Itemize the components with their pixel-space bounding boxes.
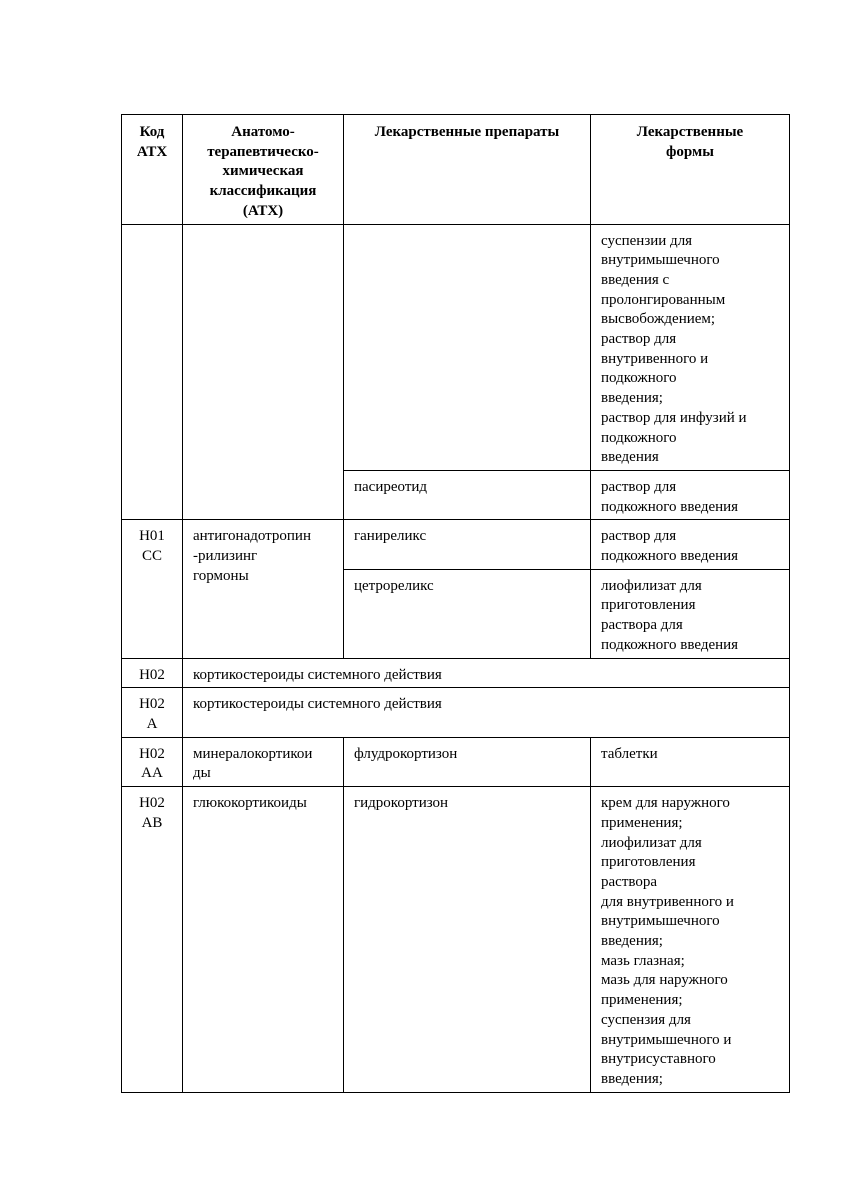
dosage-form-line: применения; bbox=[601, 992, 683, 1009]
table-row bbox=[122, 658, 790, 688]
drug-name-cell bbox=[344, 224, 591, 470]
table-row bbox=[122, 737, 790, 786]
dosage-forms-cell bbox=[591, 787, 790, 1093]
drug-name-cell: цетрореликс bbox=[344, 569, 591, 658]
dosage-forms-cell bbox=[591, 569, 790, 658]
dosage-form-line: подкожного введения bbox=[601, 636, 739, 653]
dosage-form-line: подкожного введения bbox=[601, 498, 739, 515]
dosage-form-line: таблетки bbox=[601, 745, 658, 762]
atc-code-cell bbox=[122, 224, 183, 520]
dosage-form-line: применения; bbox=[601, 814, 683, 831]
dosage-forms-cell bbox=[591, 470, 790, 519]
classification-cell: минералокортикои ды bbox=[183, 737, 344, 786]
atc-code-cell: H02 bbox=[122, 658, 183, 688]
dosage-form-line: крем для наружного bbox=[601, 795, 730, 812]
dosage-form-line: раствор для bbox=[601, 528, 677, 545]
dosage-form-line: приготовления bbox=[601, 597, 696, 614]
dosage-form-line: раствор для инфузий и bbox=[601, 409, 747, 426]
dosage-forms-cell bbox=[591, 520, 790, 569]
dosage-form-line: приготовления bbox=[601, 854, 696, 871]
dosage-form-line: суспензии для bbox=[601, 232, 693, 249]
header-atc-code: Код АТХ bbox=[122, 115, 183, 225]
atc-code-cell: H02 A bbox=[122, 688, 183, 737]
dosage-form-line: внутрисуставного bbox=[601, 1051, 716, 1068]
drug-name-cell: флудрокортизон bbox=[344, 737, 591, 786]
table-row bbox=[122, 520, 790, 569]
atc-code-cell: H02 AA bbox=[122, 737, 183, 786]
group-title-cell: кортикостероиды системного действия bbox=[183, 658, 790, 688]
classification-cell: антигонадотропин -рилизинг гормоны bbox=[183, 520, 344, 658]
dosage-form-line: введения; bbox=[601, 1070, 663, 1087]
atc-code-cell: H01 CC bbox=[122, 520, 183, 658]
drug-name-cell: ганиреликс bbox=[344, 520, 591, 569]
dosage-form-line: введения; bbox=[601, 390, 663, 407]
group-title-cell: кортикостероиды системного действия bbox=[183, 688, 790, 737]
table-row bbox=[122, 787, 790, 1093]
atc-code-cell: H02 AB bbox=[122, 787, 183, 1093]
dosage-form-line: введения с bbox=[601, 271, 670, 288]
dosage-form-line: раствора bbox=[601, 873, 658, 890]
dosage-forms-cell bbox=[591, 224, 790, 470]
header-dosage-forms: Лекарственные формы bbox=[591, 115, 790, 225]
drug-name-cell: пасиреотид bbox=[344, 470, 591, 519]
table-header-row bbox=[122, 115, 790, 225]
classification-cell bbox=[183, 224, 344, 520]
dosage-form-line: подкожного bbox=[601, 429, 677, 446]
dosage-form-line: высвобождением; bbox=[601, 311, 716, 328]
classification-cell: глюкокортикоиды bbox=[183, 787, 344, 1093]
dosage-form-line: подкожного bbox=[601, 370, 677, 387]
header-atc-classification: Анатомо- терапевтическо- химическая классификация (АТХ) bbox=[183, 115, 344, 225]
dosage-form-line: введения; bbox=[601, 933, 663, 950]
dosage-form-line: внутримышечного bbox=[601, 913, 720, 930]
dosage-form-line: раствор для bbox=[601, 478, 677, 495]
table-row bbox=[122, 688, 790, 737]
dosage-form-line: введения bbox=[601, 449, 659, 466]
dosage-form-line: внутримышечного bbox=[601, 252, 720, 269]
dosage-form-line: раствора для bbox=[601, 617, 683, 634]
table-row bbox=[122, 224, 790, 470]
dosage-form-line: суспензия для bbox=[601, 1011, 691, 1028]
dosage-form-line: раствор для bbox=[601, 331, 677, 348]
dosage-form-line: мазь для наружного bbox=[601, 972, 728, 989]
dosage-form-line: лиофилизат для bbox=[601, 834, 702, 851]
dosage-form-line: мазь глазная; bbox=[601, 952, 685, 969]
drug-table bbox=[121, 114, 790, 1093]
dosage-form-line: пролонгированным bbox=[601, 291, 726, 308]
dosage-form-line: внутривенного и bbox=[601, 350, 709, 367]
dosage-form-line: подкожного введения bbox=[601, 548, 739, 565]
dosage-form-line: лиофилизат для bbox=[601, 577, 702, 594]
dosage-form-line: для внутривенного и bbox=[601, 893, 734, 910]
dosage-forms-cell bbox=[591, 737, 790, 786]
header-drugs: Лекарственные препараты bbox=[344, 115, 591, 225]
dosage-form-line: внутримышечного и bbox=[601, 1031, 732, 1048]
drug-name-cell: гидрокортизон bbox=[344, 787, 591, 1093]
